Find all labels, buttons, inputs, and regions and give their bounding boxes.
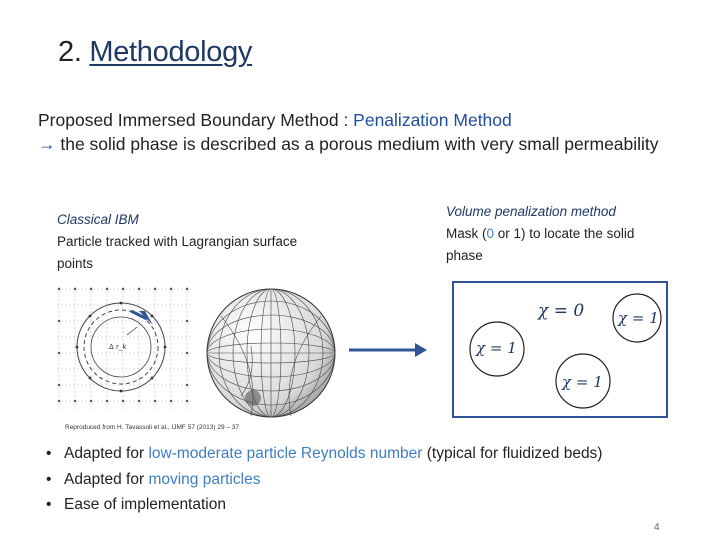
page-number: 4 xyxy=(654,522,660,533)
intro-description: the solid phase is described as a porous medium with very small permeability xyxy=(55,134,659,154)
right-arrow-icon xyxy=(347,340,429,360)
list-item: • Adapted for moving particles xyxy=(46,470,261,488)
volume-line2: phase xyxy=(446,248,483,263)
intro-text xyxy=(38,108,688,156)
volume-line1: Mask (0 or 1) to locate the solid xyxy=(446,226,635,241)
list-item: • Adapted for low-moderate particle Reynolds number (typical for fluidized beds) xyxy=(46,445,603,462)
classical-heading: Classical IBM xyxy=(57,212,139,227)
classical-line1: Particle tracked with Lagrangian surface xyxy=(57,234,298,249)
sphere-mesh-figure xyxy=(201,286,341,420)
lagrangian-grid-figure xyxy=(53,281,195,417)
intro-highlight: Penalization Method xyxy=(353,110,512,130)
bullet-list xyxy=(46,441,602,518)
chi-one-label-a: χ = 1 xyxy=(618,309,659,327)
citation: Reproduced from H. Tavassoli et al., IJMF 57 (2013) 29 – 37 xyxy=(65,424,240,431)
chi-one-label-b: χ = 1 xyxy=(476,339,517,357)
volume-penalization-caption xyxy=(446,201,696,267)
chi-zero-label: χ = 0 xyxy=(538,301,585,321)
classical-line2: points xyxy=(57,256,94,271)
classical-ibm-caption xyxy=(57,209,297,275)
chi-one-label-c: χ = 1 xyxy=(562,373,603,391)
right-arrow-icon: → xyxy=(38,134,56,154)
volume-heading: Volume penalization method xyxy=(446,204,616,219)
title-number: 2. xyxy=(58,36,82,68)
mask-diagram xyxy=(452,281,668,418)
list-item: • Ease of implementation xyxy=(46,496,226,513)
intro-prefix: Proposed Immersed Boundary Method : xyxy=(38,110,354,130)
slide-title xyxy=(58,36,252,69)
title-word: Methodology xyxy=(89,36,253,68)
delta-r-label: Δ r_k xyxy=(109,343,127,351)
